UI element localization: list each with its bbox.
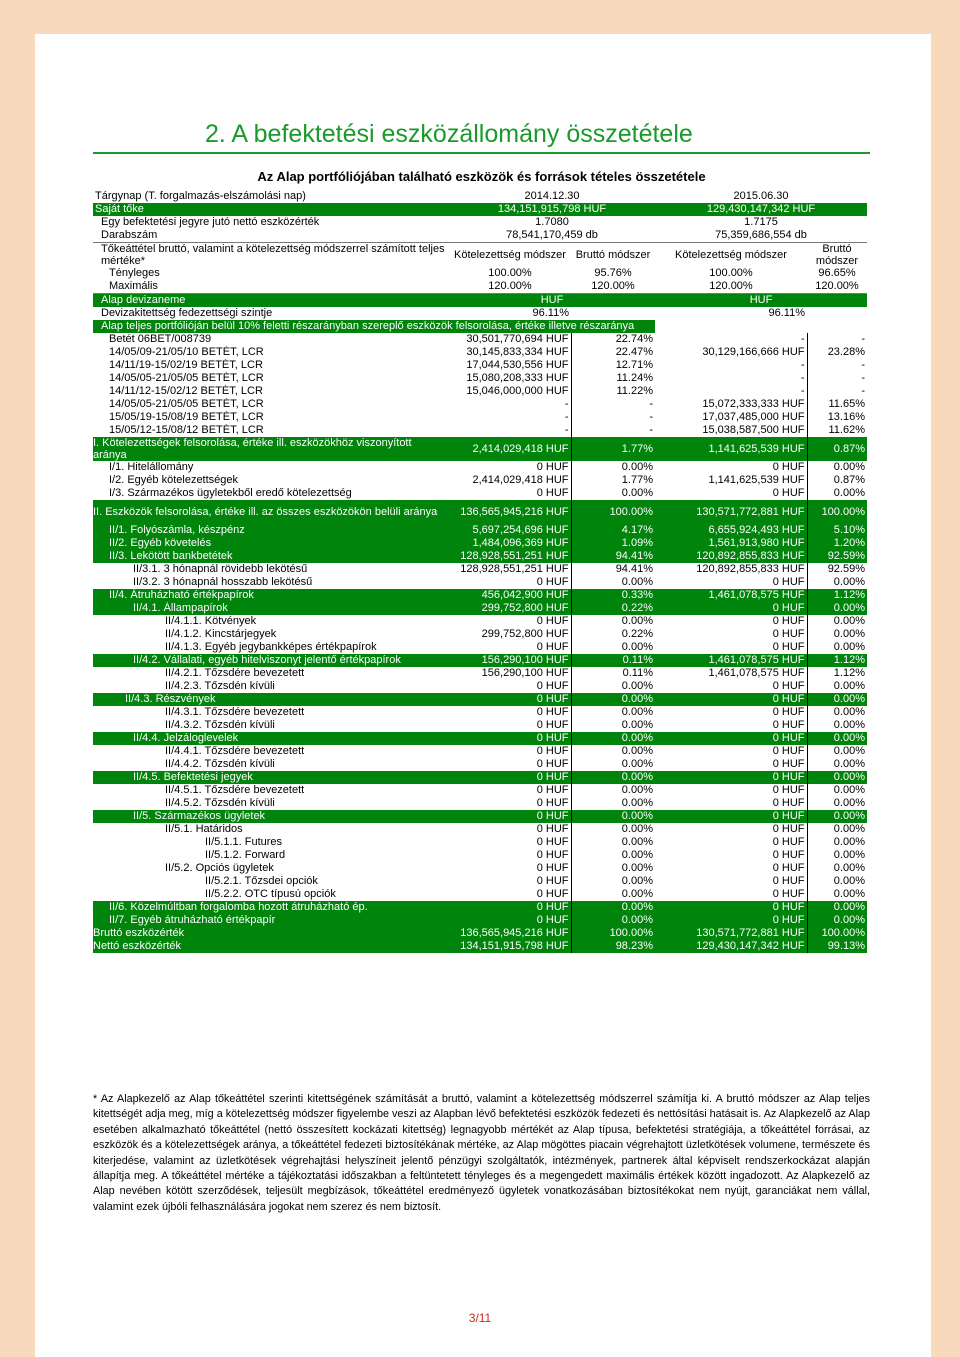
- deposit-row: 15/05/12-15/08/12 BETÉT, LCR - - 15,038,587,500 HUF 11.62%: [109, 424, 865, 436]
- asset-row: II/4.2. Vállalati, egyéb hitelviszonyt jelentő értékpapírok 156,290,100 HUF 0.11% 1,461,078,575 HUF 1.12%: [93, 654, 867, 667]
- currency-row: Alap devizaneme HUF HUF: [93, 294, 867, 308]
- assets-total-row: II. Eszközök felsorolása, értéke ill. az összes eszközökön belüli aránya 136,565,945,216 HUF 100.00% 130,571,772,881 HUF 100.00%: [93, 500, 867, 524]
- asset-row: II/6. Közelmúltban forgalomba hozott átruházható ép. 0 HUF 0.00% 0 HUF 0.00%: [93, 901, 867, 914]
- liability-row: I/1. Hitelállomány 0 HUF 0.00% 0 HUF 0.00%: [109, 461, 865, 473]
- asset-row: II/4.4.1. Tőzsdére bevezetett 0 HUF 0.00% 0 HUF 0.00%: [165, 745, 865, 757]
- asset-row: II/4.5. Befektetési jegyek 0 HUF 0.00% 0 HUF 0.00%: [93, 771, 867, 784]
- asset-row: II/4.4. Jelzáloglevelek 0 HUF 0.00% 0 HUF 0.00%: [93, 732, 867, 745]
- deposit-row: 14/11/19-15/02/19 BETÉT, LCR 17,044,530,556 HUF 12.71% - -: [109, 359, 865, 371]
- deposit-row: 14/11/12-15/02/12 BETÉT, LCR 15,046,000,000 HUF 11.22% - -: [109, 385, 865, 397]
- asset-row: II/4.3.1. Tőzsdére bevezetett 0 HUF 0.00% 0 HUF 0.00%: [165, 706, 865, 718]
- asset-row: II/4.1.1. Kötvények 0 HUF 0.00% 0 HUF 0.00%: [165, 615, 865, 627]
- deposit-row: 14/05/05-21/05/05 BETÉT, LCR 15,080,208,333 HUF 11.24% - -: [109, 372, 865, 384]
- asset-row: II/5.1.2. Forward 0 HUF 0.00% 0 HUF 0.00%: [205, 849, 865, 861]
- asset-row: II/3.2. 3 hónapnál hosszabb lekötésű 0 HUF 0.00% 0 HUF 0.00%: [133, 576, 865, 588]
- period-row: Tárgynap (T. forgalmazás-elszámolási nap) 2014.12.30 2015.06.30: [95, 190, 789, 202]
- deposit-row: 14/05/05-21/05/05 BETÉT, LCR - - 15,072,333,333 HUF 11.65%: [109, 398, 865, 410]
- net-asset-value-row: Nettó eszközérték 134,151,915,798 HUF 98.23% 129,430,147,342 HUF 99.13%: [93, 940, 865, 952]
- asset-row: II/5. Származékos ügyletek 0 HUF 0.00% 0 HUF 0.00%: [93, 810, 867, 823]
- hedge-row: Devizakitettség fedezettségi szintje 96.11% 96.11%: [101, 307, 805, 319]
- asset-row: II/2. Egyéb követelés 1,484,096,369 HUF 1.09% 1,561,913,980 HUF 1.20%: [93, 537, 867, 550]
- asset-row: II/4.1.3. Egyéb jegybankképes értékpapírok 0 HUF 0.00% 0 HUF 0.00%: [165, 641, 865, 653]
- portfolio-table: [93, 190, 867, 953]
- asset-row: II/5.2.2. OTC típusú opciók 0 HUF 0.00% 0 HUF 0.00%: [205, 888, 865, 900]
- section-heading: 2. A befektetési eszközállomány összetétele: [205, 120, 693, 148]
- leverage-max-row: Maximális 120.00% 120.00% 120.00% 120.00%: [93, 280, 867, 294]
- leverage-actual-row: Tényleges 100.00% 95.76% 100.00% 96.65%: [109, 267, 856, 279]
- asset-row: II/5.1. Határidos 0 HUF 0.00% 0 HUF 0.00%: [165, 823, 865, 835]
- asset-row: II/4.5.2. Tőzsdén kívüli 0 HUF 0.00% 0 HUF 0.00%: [165, 797, 865, 809]
- liability-row: I/3. Származékos ügyletekből eredő kötelezettség 0 HUF 0.00% 0 HUF 0.00%: [109, 487, 865, 499]
- heading-rule: [93, 152, 870, 154]
- deposit-row: 14/05/09-21/05/10 BETÉT, LCR 30,145,833,334 HUF 22.47% 30,129,166,666 HUF 23.28%: [109, 346, 865, 358]
- deposit-row: Betét 06BET/008739 30,501,770,694 HUF 22.74% - -: [109, 333, 865, 345]
- above10-header-row: Alap teljes portfólióján belül 10% feletti részarányban szereplő eszközök felsorolása, értéke illetve részaránya: [93, 320, 867, 333]
- liability-row: I/2. Egyéb kötelezettségek 2,414,029,418 HUF 1.77% 1,141,625,539 HUF 0.87%: [109, 474, 865, 486]
- asset-row: II/5.2.1. Tőzsdei opciók 0 HUF 0.00% 0 HUF 0.00%: [205, 875, 865, 887]
- asset-row: II/3.1. 3 hónapnál rövidebb lekötésű 128,928,551,251 HUF 94.41% 120,892,855,833 HUF 92.59%: [133, 563, 865, 575]
- table-title: Az Alap portfóliójában található eszközök és források tételes összetétele: [257, 169, 706, 184]
- asset-row: II/5.1.1. Futures 0 HUF 0.00% 0 HUF 0.00%: [205, 836, 865, 848]
- asset-row: II/5.2. Opciós ügyletek 0 HUF 0.00% 0 HUF 0.00%: [165, 862, 865, 874]
- asset-row: II/4.2.3. Tőzsdén kívüli 0 HUF 0.00% 0 HUF 0.00%: [165, 680, 865, 692]
- asset-row: II/4. Átruházható értékpapírok 456,042,900 HUF 0.33% 1,461,078,575 HUF 1.12%: [93, 589, 867, 602]
- leverage-header-row: Tőkeáttétel bruttó, valamint a kötelezettség módszerrel számított teljes mértéke* Kötelezettség módszer Bruttó módszer Kötelezettség módszer Bruttó módszer: [101, 243, 859, 267]
- asset-row: II/4.4.2. Tőzsdén kívüli 0 HUF 0.00% 0 HUF 0.00%: [165, 758, 865, 770]
- asset-row: II/3. Lekötött bankbetétek 128,928,551,251 HUF 94.41% 120,892,855,833 HUF 92.59%: [93, 550, 867, 563]
- page-number: 3/11: [468, 1311, 492, 1325]
- asset-row: II/4.1.2. Kincstárjegyek 299,752,800 HUF 0.22% 0 HUF 0.00%: [165, 628, 865, 640]
- asset-row: II/4.1. Állampapírok 299,752,800 HUF 0.22% 0 HUF 0.00%: [93, 602, 867, 615]
- gross-asset-value-row: Bruttó eszközérték 136,565,945,216 HUF 100.00% 130,571,772,881 HUF 100.00%: [93, 927, 865, 939]
- units-row: Darabszám 78,541,170,459 db 75,359,686,554 db: [93, 229, 867, 243]
- liabilities-total-row: I. Kötelezettségek felsorolása, értéke ill. eszközökhöz viszonyított aránya 2,414,029,418 HUF 1.77% 1,141,625,539 HUF 0.87%: [93, 437, 865, 461]
- asset-row: II/4.3. Részvények 0 HUF 0.00% 0 HUF 0.00%: [93, 693, 867, 706]
- asset-row: II/4.2.1. Tőzsdére bevezetett 156,290,100 HUF 0.11% 1,461,078,575 HUF 1.12%: [165, 667, 865, 679]
- asset-row: II/1. Folyószámla, készpénz 5,697,254,696 HUF 4.17% 6,655,924,493 HUF 5.10%: [93, 524, 867, 537]
- deposit-row: 15/05/19-15/08/19 BETÉT, LCR - - 17,037,485,000 HUF 13.16%: [109, 411, 865, 423]
- nav-per-unit-row: Egy befektetési jegyre jutó nettó eszközérték 1.7080 1.7175: [101, 216, 778, 228]
- asset-row: II/4.5.1. Tőzsdére bevezetett 0 HUF 0.00% 0 HUF 0.00%: [165, 784, 865, 796]
- footnote: * Az Alapkezelő az Alap tőkeáttétel szerinti kitettségének számítását a bruttó, valamint a kötelezettség módszerrel számítja ki. A bruttó módszer az Alap teljes kitettségét adja meg, míg a kötelezettség módszer figyelembe veszi az Alapban lévő befektetési eszközök fedezeti és nettósítási hatásait is. Az Alapkezelő az Alap esetében alkalmazható tőkeáttétel (nettó összesített kockázati kitettség) legnagyobb mértékét az Alap típusa, befektetési stratégiája, a tőkeáttétel forrásai, az eszközök és a kötelezettségek aránya, a tőkeáttétel fedezeti biztosítékának mértéke, az Alap mögöttes piacain végrehajtott üzletkötések volumene, természete és kiterjedése, valamint az üzletkötések végrehajtási helyszíneit jelentő pénzügyi szolgáltatók, intézmények, partnerek által képviselt rendszerkockázat alapján állapítja meg. A tőkeáttétel mértéke a tájékoztatási időszakban a feltüntetett tényleges és a megengedett maximális értékek között ingadozott. Az Alapkezelő az Alap nevében kötött szerződések, teljesült megbízások, tőkeáttétel eredményező ügyletek vonatkozásában biztosítékokat nem nyújt, garanciákat nem vállal, valamint ezek újbóli felhasználására jogokat nem szerez és nem biztosít.: [93, 1093, 870, 1213]
- equity-row: Saját tőke 134,151,915,798 HUF 129,430,147,342 HUF: [93, 203, 867, 216]
- asset-row: II/7. Egyéb átruházható értékpapír 0 HUF 0.00% 0 HUF 0.00%: [93, 914, 867, 927]
- asset-row: II/4.3.2. Tőzsdén kívüli 0 HUF 0.00% 0 HUF 0.00%: [165, 719, 865, 731]
